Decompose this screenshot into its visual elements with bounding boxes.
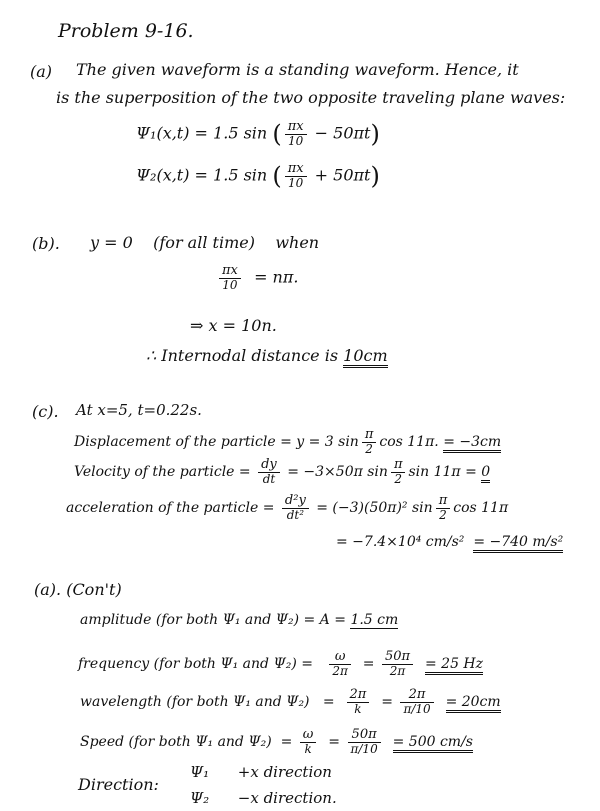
- vel-frac-den: dt: [262, 472, 276, 486]
- acceleration-answer: = −740 m/s²: [473, 534, 563, 553]
- eq1-lhs: Ψ₁(x,t) = 1.5 sin: [136, 123, 268, 143]
- eq2-lhs: Ψ₂(x,t) = 1.5 sin: [136, 165, 268, 185]
- part-b-line1: [90, 233, 319, 252]
- amplitude-line: [80, 612, 398, 628]
- velocity-answer: 0: [481, 464, 490, 483]
- velocity-tail: sin 11π =: [408, 464, 477, 480]
- speed-frac-den: k: [304, 742, 312, 756]
- wavelength-line: wavelength (for both Ψ₁ and Ψ₂) = $\frac{2\pi}{k}$ = $\frac{2\pi}{\pi/10}$ = 20cm: [80, 687, 501, 716]
- acceleration-label: acceleration of the particle: [66, 500, 259, 516]
- amplitude-answer: 1.5 cm: [350, 612, 399, 628]
- part-b-frac-den: 10: [222, 278, 238, 292]
- vel-frac-num: dy: [258, 458, 280, 473]
- velocity-label: Velocity of the particle: [74, 464, 235, 480]
- direction-row-1: [190, 763, 332, 781]
- wavelength-label: wavelength (for both Ψ₁ and Ψ₂): [80, 694, 310, 710]
- disp-frac-num: π: [362, 428, 377, 443]
- part-b-when: when: [275, 233, 320, 252]
- acc-frac-num2: π: [436, 494, 451, 509]
- wavelength-answer: = 20cm: [446, 694, 501, 713]
- part-b-answer: 10cm: [343, 346, 388, 368]
- direction-1-wave: Ψ₁: [190, 763, 210, 781]
- part-c-condition: At x=5, t=0.22s.: [76, 401, 202, 419]
- acceleration-result-line: [336, 534, 563, 550]
- acc-frac-den: dt²: [286, 508, 305, 522]
- wl-frac-num: 2π: [347, 688, 370, 703]
- speed-frac-den2: π/10: [350, 742, 378, 756]
- part-b-frac-rhs: = nπ.: [254, 267, 299, 287]
- part-b-y-zero: y = 0: [90, 233, 133, 252]
- displacement-eq: = y = 3 sin: [280, 434, 359, 450]
- vel-frac-num2: π: [391, 458, 406, 473]
- eq2-num: πx: [285, 162, 307, 177]
- direction-label: Direction:: [78, 775, 159, 794]
- displacement-line: [74, 428, 501, 456]
- direction-row-2: [190, 789, 337, 807]
- direction-1-text: +x direction: [237, 763, 332, 781]
- freq-frac-num: ω: [329, 650, 351, 665]
- amplitude-label: amplitude (for both Ψ₁ and Ψ₂): [80, 612, 300, 628]
- equation-psi1: Ψ₁(x,t) = 1.5 sin ( $\frac{\pi x}{10}$ − 50πt): [136, 119, 380, 148]
- part-b-label: (b).: [32, 234, 60, 253]
- velocity-line: Velocity of the particle = $\frac{dy}{dt}$ = −3×50π sin $\frac{\pi}{2}$ sin 11π = 0: [74, 457, 491, 486]
- acceleration-value: = −7.4×10⁴ cm/s²: [336, 534, 465, 550]
- frequency-label: frequency (for both Ψ₁ and Ψ₂) =: [78, 656, 313, 672]
- velocity-mid: = −3×50π sin: [287, 464, 388, 480]
- direction-2-wave: Ψ₂: [190, 789, 210, 807]
- page-title: Problem 9-16.: [58, 20, 194, 42]
- part-a-label: (a): [30, 62, 53, 81]
- frequency-answer: = 25 Hz: [425, 656, 483, 675]
- speed-label: Speed (for both Ψ₁ and Ψ₂): [80, 734, 272, 750]
- part-b-fraction: [216, 264, 298, 292]
- acceleration-mid: = (−3)(50π)² sin: [316, 500, 433, 516]
- acc-frac-den2: 2: [439, 508, 447, 522]
- eq1-den: 10: [287, 134, 304, 148]
- displacement-answer: = −3cm: [443, 434, 501, 453]
- freq-frac-den2: 2π: [389, 664, 406, 678]
- part-b-for-all-time: (for all time): [153, 233, 255, 252]
- disp-frac-den: 2: [365, 442, 373, 456]
- eq2-rest: + 50πt: [314, 165, 371, 185]
- vel-frac-den2: 2: [394, 472, 403, 486]
- part-b-implies: ⇒ x = 10n.: [190, 316, 277, 335]
- speed-frac-num2: 50π: [348, 728, 381, 743]
- part-b-conclusion: [146, 346, 388, 365]
- wl-frac-num2: 2π: [400, 688, 433, 703]
- frequency-line: frequency (for both Ψ₁ and Ψ₂) = $\frac{\omega}{2\pi}$ = $\frac{50\pi}{2\pi}$ = 25 Hz: [78, 649, 484, 678]
- displacement-tail: cos 11π.: [379, 434, 439, 450]
- amplitude-eq: = A =: [303, 612, 346, 628]
- wavelength-eq: =: [322, 694, 335, 710]
- part-a-line1: The given waveform is a standing waveform. Hence, it: [76, 60, 519, 79]
- part-a-cont-label: (a). (Con't): [34, 580, 122, 599]
- acceleration-line: acceleration of the particle = $\frac{\text{d²y}}{\text{dt²}}$ = (−3)(50π)² sin $\frac{\pi}{2}$ cos 11π: [66, 493, 509, 522]
- acc-frac-num: d²y: [282, 494, 309, 509]
- direction-2-text: −x direction.: [237, 789, 337, 807]
- part-b-frac-num: πx: [219, 264, 241, 279]
- eq2-den: 10: [287, 176, 304, 190]
- speed-frac-num: ω: [300, 728, 317, 743]
- freq-frac-num2: 50π: [382, 650, 413, 665]
- freq-frac-den: 2π: [332, 664, 348, 678]
- eq1-num: πx: [285, 120, 307, 135]
- part-a-line2: is the superposition of the two opposite traveling plane waves:: [56, 88, 566, 107]
- equation-psi2: Ψ₂(x,t) = 1.5 sin ( $\frac{\pi x}{10}$ + 50πt): [136, 161, 380, 190]
- wl-frac-den2: π/10: [403, 702, 431, 716]
- speed-answer: = 500 cm/s: [393, 734, 473, 753]
- displacement-label: Displacement of the particle: [74, 434, 276, 450]
- acceleration-tail: cos 11π: [453, 500, 509, 516]
- speed-line: Speed (for both Ψ₁ and Ψ₂) = $\frac{\omega}{k}$ = $\frac{50\pi}{\pi/10}$ = 500 cm/s: [80, 727, 473, 756]
- part-b-conclusion-text: ∴ Internodal distance is: [146, 346, 339, 365]
- wl-frac-den: k: [354, 702, 362, 716]
- part-c-label: (c).: [32, 402, 59, 421]
- eq1-rest: − 50πt: [314, 123, 371, 143]
